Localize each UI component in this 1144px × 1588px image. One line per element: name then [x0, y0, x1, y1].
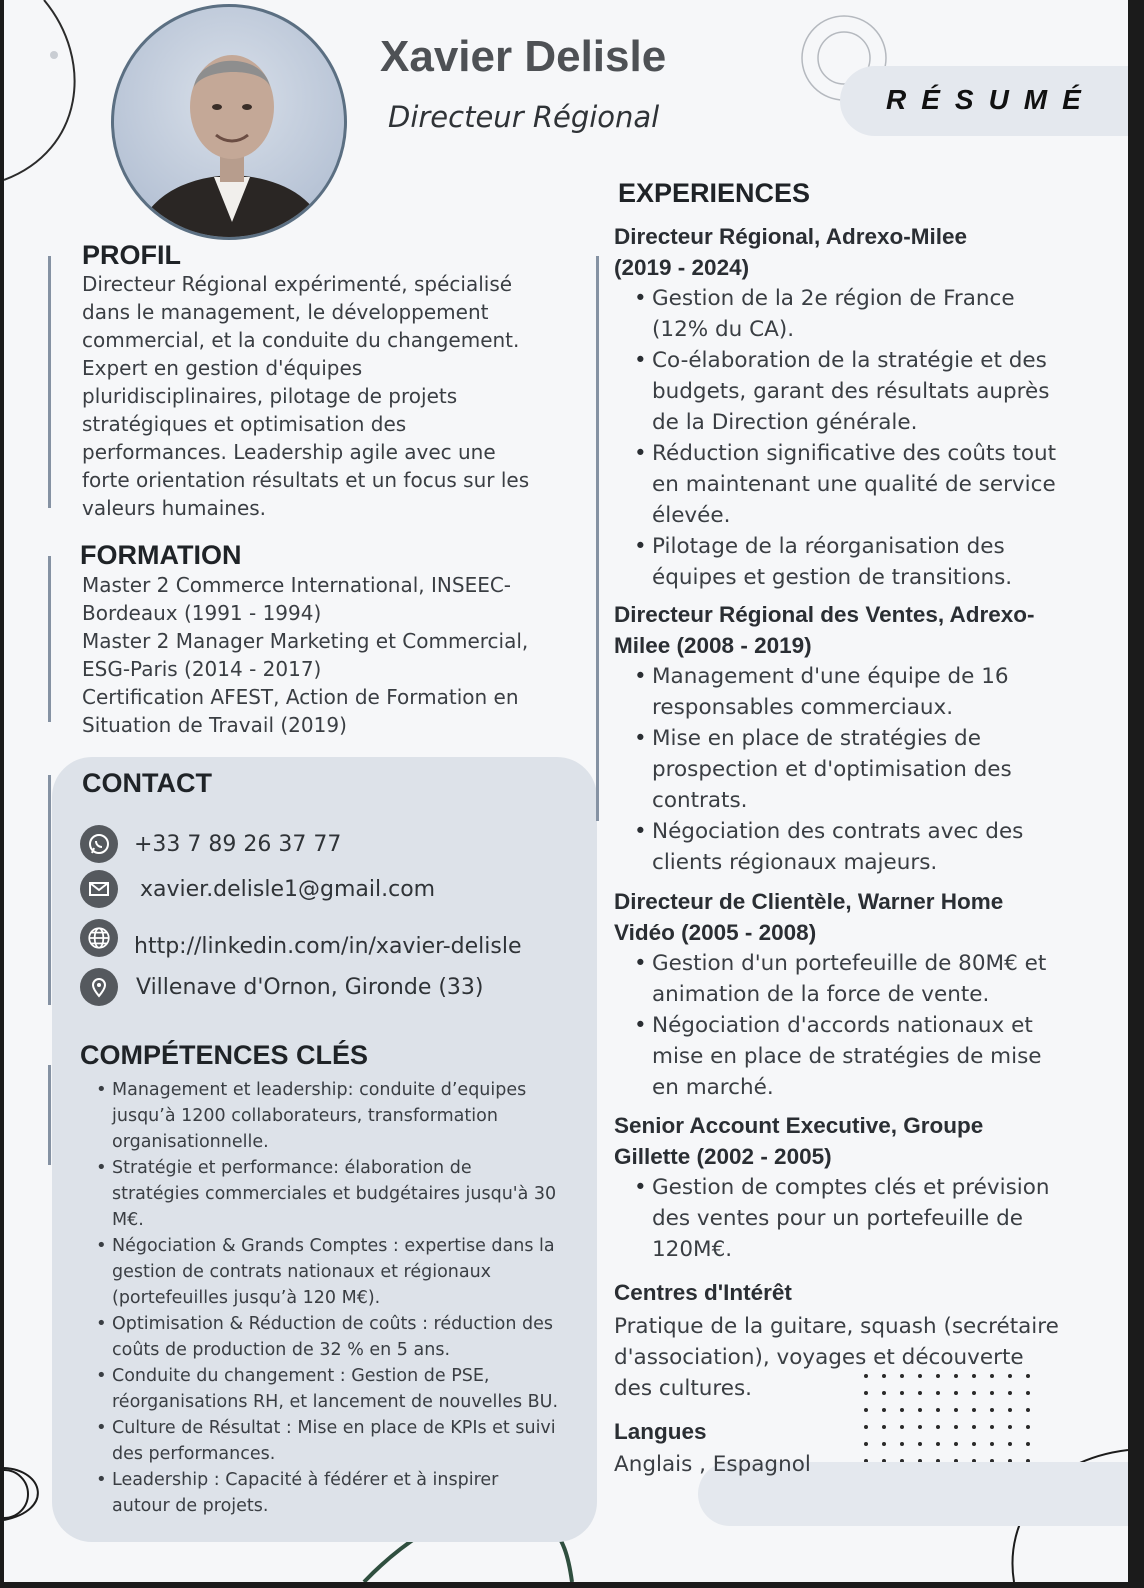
decor-dot — [882, 1442, 886, 1446]
decor-dot — [918, 1408, 922, 1412]
contact-linkedin[interactable]: http://linkedin.com/in/xavier-delisle — [134, 934, 522, 959]
profil-accent-bar — [48, 256, 51, 508]
decor-dot — [918, 1425, 922, 1429]
experience-bullets — [614, 661, 1035, 878]
decor-dot — [1008, 1425, 1012, 1429]
bullet-line: • Gestion de comptes clés et prévision — [652, 1175, 1050, 1200]
bullet-line: élevée. — [652, 503, 731, 528]
bullet-line: • Négociation d'accords nationaux et — [652, 1013, 1033, 1038]
list-item — [614, 1172, 1050, 1265]
interets-line: des cultures. — [614, 1376, 753, 1401]
candidate-title: Directeur Régional — [388, 100, 660, 134]
skill-line: coûts de production de 32 % en 5 ans. — [112, 1340, 451, 1360]
interets-text — [614, 1311, 1059, 1404]
formation-heading: FORMATION — [80, 540, 242, 570]
skill-line: organisationnelle. — [112, 1132, 269, 1152]
bullet-line: budgets, garant des résultats auprès — [652, 379, 1050, 404]
profil-line: dans le management, le développement — [82, 300, 489, 324]
skill-line: jusqu’à 1200 collaborateurs, transformation — [112, 1106, 498, 1126]
experience-4 — [614, 1110, 1050, 1265]
decor-dot — [1026, 1408, 1030, 1412]
profil-line: pluridisciplinaires, pilotage de projets — [82, 384, 458, 408]
bullet-line: responsables commerciaux. — [652, 695, 954, 720]
decor-dot — [1026, 1442, 1030, 1446]
decor-dot — [900, 1425, 904, 1429]
contact-email[interactable]: xavier.delisle1@gmail.com — [140, 876, 436, 902]
contact-phone-row — [80, 825, 341, 863]
decor-dot — [954, 1408, 958, 1412]
profil-line: valeurs humaines. — [82, 496, 267, 520]
contact-location-row — [80, 968, 484, 1006]
bottom-left-arc — [4, 1470, 28, 1518]
list-item — [96, 1233, 596, 1311]
decor-dot — [864, 1408, 868, 1412]
formation-line: Bordeaux (1991 - 1994) — [82, 601, 322, 625]
skill-line: • Négociation & Grands Comptes : expertise dans la — [112, 1236, 555, 1256]
top-left-arc — [4, 0, 75, 180]
list-item — [96, 1155, 596, 1233]
contact-accent-bar — [48, 775, 51, 1005]
decor-dot — [954, 1425, 958, 1429]
skill-line: • Conduite du changement : Gestion de PSE, — [112, 1366, 490, 1386]
bullet-line: en maintenant une qualité de service — [652, 472, 1056, 497]
list-item — [614, 723, 1035, 816]
bullet-line: en marché. — [652, 1075, 774, 1100]
decor-dot — [936, 1442, 940, 1446]
decor-dot — [1008, 1408, 1012, 1412]
bullet-line: • Négociation des contrats avec des — [652, 819, 1024, 844]
skill-line: réorganisations RH, et lancement de nouvelles BU. — [112, 1392, 559, 1412]
interets-line: d'association), voyages et découverte — [614, 1345, 1024, 1370]
list-item — [614, 438, 1056, 531]
decor-dot — [990, 1442, 994, 1446]
bullet-line: de la Direction générale. — [652, 410, 918, 435]
contact-location: Villenave d'Ornon, Gironde (33) — [136, 974, 484, 1000]
bullet-line: • Pilotage de la réorganisation des — [652, 534, 1005, 559]
bullet-line: (12% du CA). — [652, 317, 795, 342]
contact-heading: CONTACT — [82, 768, 212, 798]
contact-email-row — [80, 870, 435, 908]
formation-accent-bar — [48, 556, 51, 722]
list-item — [614, 661, 1035, 723]
bullet-line: clients régionaux majeurs. — [652, 850, 938, 875]
list-item — [96, 1363, 596, 1415]
skill-line: • Leadership : Capacité à fédérer et à inspirer — [112, 1470, 499, 1490]
decor-dot — [882, 1425, 886, 1429]
decor-dot — [972, 1442, 976, 1446]
decor-dot — [1026, 1425, 1030, 1429]
contact-linkedin-row — [80, 916, 522, 959]
list-item — [614, 283, 1056, 345]
experience-title — [614, 599, 1035, 661]
profil-line: forte orientation résultats et un focus sur les — [82, 468, 530, 492]
profile-photo — [111, 4, 347, 240]
decor-dot — [864, 1425, 868, 1429]
profil-line: commercial, et la conduite du changement. — [82, 328, 520, 352]
candidate-name: Xavier Delisle — [380, 32, 667, 81]
decor-dot — [954, 1442, 958, 1446]
resume-page — [4, 0, 1128, 1582]
skill-line: • Stratégie et performance: élaboration de — [112, 1158, 472, 1178]
bullet-line: • Co-élaboration de la stratégie et des — [652, 348, 1047, 373]
experience-bullets — [614, 1172, 1050, 1265]
experience-3 — [614, 886, 1046, 1103]
experience-title-line: Milee (2008 - 2019) — [614, 633, 812, 658]
skill-line: des performances. — [112, 1444, 276, 1464]
interets-line: Pratique de la guitare, squash (secrétaire — [614, 1314, 1059, 1339]
profil-line: performances. Leadership agile avec une — [82, 440, 496, 464]
bullet-line: prospection et d'optimisation des — [652, 757, 1012, 782]
profil-text — [82, 270, 529, 522]
skill-line: autour de projets. — [112, 1496, 269, 1516]
experience-1 — [614, 221, 1056, 593]
interets-heading: Centres d'Intérêt — [614, 1280, 792, 1305]
list-item — [96, 1077, 596, 1155]
experience-title-line: Directeur de Clientèle, Warner Home — [614, 889, 1004, 914]
decor-dot — [936, 1425, 940, 1429]
formation-text — [82, 571, 528, 739]
location-pin-icon — [80, 968, 118, 1006]
decor-dot — [864, 1442, 868, 1446]
experience-bullets — [614, 283, 1056, 593]
decor-dot — [990, 1425, 994, 1429]
list-item — [614, 1010, 1046, 1103]
decor-dot — [882, 1408, 886, 1412]
list-item — [614, 948, 1046, 1010]
experience-2 — [614, 599, 1035, 878]
skill-line: • Management et leadership: conduite d’equipes — [112, 1080, 527, 1100]
competences-accent-bar — [48, 1065, 51, 1165]
bullet-line: contrats. — [652, 788, 748, 813]
portrait-illustration — [114, 7, 347, 240]
list-item — [96, 1467, 596, 1519]
whatsapp-icon — [80, 825, 118, 863]
decor-dot — [936, 1408, 940, 1412]
bullet-line: mise en place de stratégies de mise — [652, 1044, 1042, 1069]
decor-dot — [990, 1408, 994, 1412]
profil-heading: PROFIL — [82, 240, 181, 270]
experience-title — [614, 221, 1056, 283]
bullet-line: • Gestion de la 2e région de France — [652, 286, 1015, 311]
langues-text: Anglais , Espagnol — [614, 1452, 811, 1477]
experience-title-line: Senior Account Executive, Groupe — [614, 1113, 984, 1138]
list-item — [614, 816, 1035, 878]
resume-label: RÉSUMÉ — [886, 84, 1096, 115]
experience-title — [614, 1110, 1050, 1172]
skill-line: gestion de contrats nationaux et régionaux — [112, 1262, 492, 1282]
bullet-line: • Gestion d'un portefeuille de 80M€ et — [652, 951, 1047, 976]
skill-line: stratégies commerciales et budgétaires jusqu'à 30 — [112, 1184, 557, 1204]
decor-dot — [900, 1442, 904, 1446]
formation-line: ESG-Paris (2014 - 2017) — [82, 657, 322, 681]
formation-line: Master 2 Commerce International, INSEEC- — [82, 573, 512, 597]
profil-line: Expert en gestion d'équipes — [82, 356, 363, 380]
bullet-line: • Réduction significative des coûts tout — [652, 441, 1057, 466]
bullet-line: animation de la force de vente. — [652, 982, 990, 1007]
skill-line: • Culture de Résultat : Mise en place de KPIs et suivi — [112, 1418, 556, 1438]
profil-line: stratégiques et optimisation des — [82, 412, 407, 436]
competences-list — [96, 1077, 596, 1519]
bullet-line: • Management d'une équipe de 16 — [652, 664, 1009, 689]
small-dot — [50, 51, 58, 59]
experience-title-line: (2019 - 2024) — [614, 255, 750, 280]
experience-title-line: Gillette (2002 - 2005) — [614, 1144, 832, 1169]
decor-dot — [972, 1425, 976, 1429]
list-item — [96, 1311, 596, 1363]
experience-title-line: Directeur Régional, Adrexo-Milee — [614, 224, 968, 249]
decor-dot — [972, 1408, 976, 1412]
profil-line: Directeur Régional expérimenté, spécialisé — [82, 272, 513, 296]
skill-line: (portefeuilles jusqu’à 120 M€). — [112, 1288, 381, 1308]
skill-line: M€. — [112, 1210, 144, 1230]
bullet-line: des ventes pour un portefeuille de — [652, 1206, 1023, 1231]
decor-dot — [1008, 1442, 1012, 1446]
decor-dot — [900, 1408, 904, 1412]
experience-title — [614, 886, 1046, 948]
formation-line: Master 2 Manager Marketing et Commercial, — [82, 629, 529, 653]
competences-heading: COMPÉTENCES CLÉS — [80, 1040, 369, 1070]
bullet-line: 120M€. — [652, 1237, 733, 1262]
formation-line: Situation de Travail (2019) — [82, 713, 347, 737]
decor-dot — [918, 1442, 922, 1446]
column-divider — [596, 256, 599, 821]
list-item — [614, 345, 1056, 438]
experiences-heading: EXPERIENCES — [618, 178, 811, 208]
experience-bullets — [614, 948, 1046, 1103]
contact-phone: +33 7 89 26 37 77 — [134, 831, 342, 857]
experience-title-line: Vidéo (2005 - 2008) — [614, 920, 817, 945]
bullet-line: équipes et gestion de transitions. — [652, 565, 1013, 590]
langues-heading: Langues — [614, 1419, 707, 1444]
formation-line: Certification AFEST, Action de Formation en — [82, 685, 519, 709]
globe-icon — [80, 919, 118, 957]
bullet-line: • Mise en place de stratégies de — [652, 726, 981, 751]
mail-icon — [80, 870, 118, 908]
experience-title-line: Directeur Régional des Ventes, Adrexo- — [614, 602, 1035, 627]
list-item — [96, 1415, 596, 1467]
list-item — [614, 531, 1056, 593]
skill-line: • Optimisation & Réduction de coûts : réduction des — [112, 1314, 554, 1334]
